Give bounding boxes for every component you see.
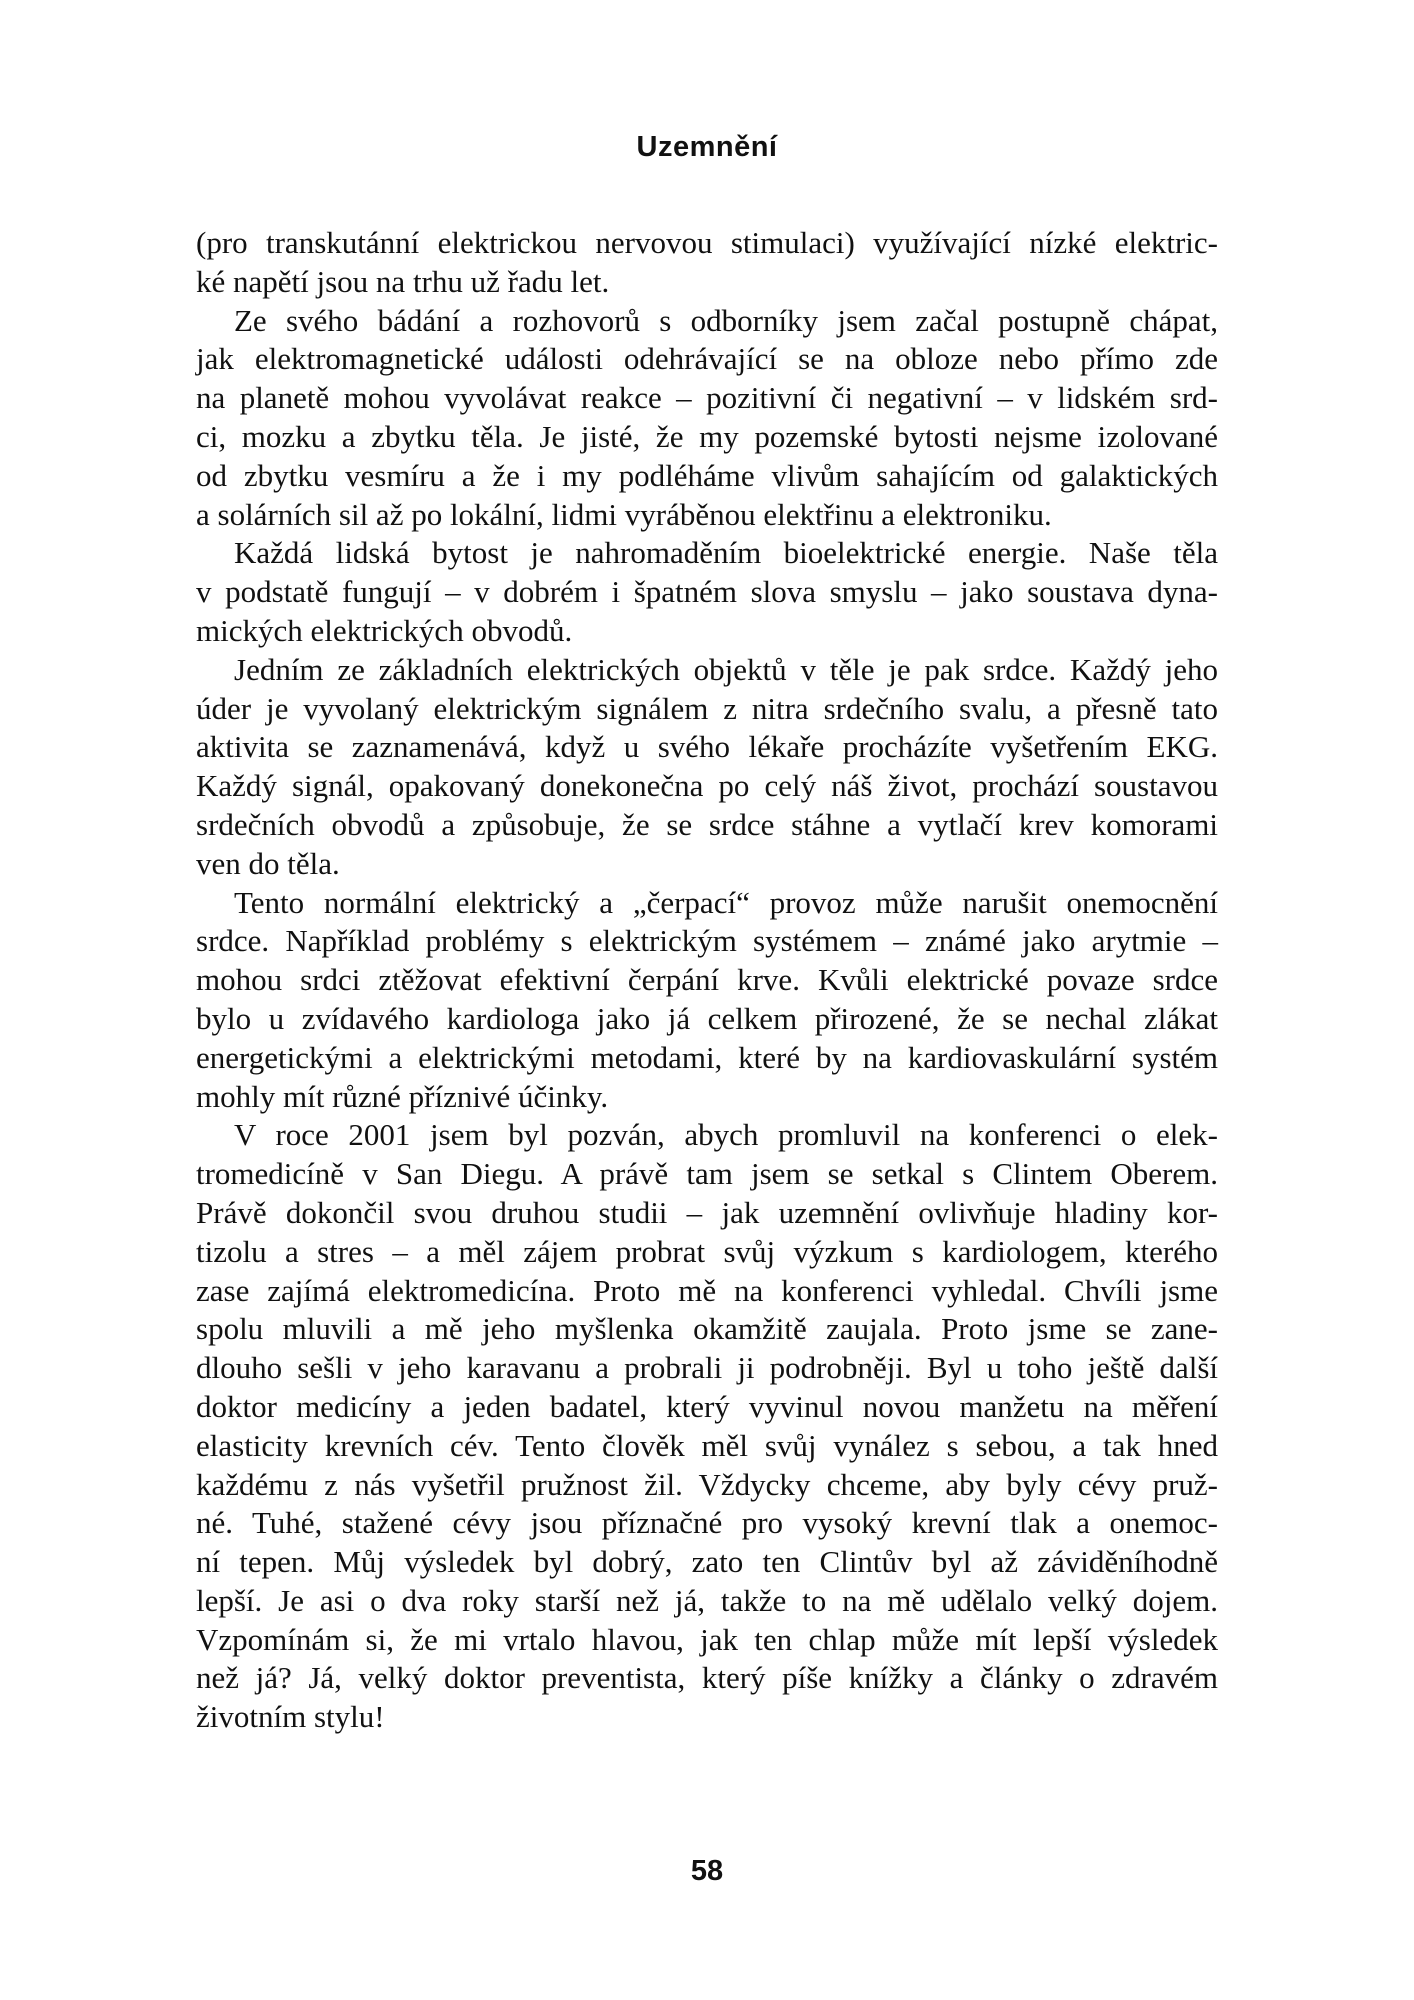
paragraph — [196, 1116, 1218, 1737]
text-line: (pro transkutánní elektrickou nervovou stimulaci) využívající nízké elektric- — [196, 225, 1218, 260]
text-line: Každý signál, opakovaný donekonečna po celý náš život, prochází soustavou — [196, 768, 1218, 804]
text-line: ven do těla. — [196, 845, 340, 881]
text-line: v podstatě fungují – v dobrém i špatném slova smyslu – jako soustava dyna- — [196, 574, 1218, 610]
text-line: ké napětí jsou na trhu už řadu let. — [196, 263, 610, 299]
text-line: každému z nás vyšetřil pružnost žil. Vždycky chceme, aby byly cévy pruž- — [196, 1466, 1218, 1502]
text-line: na planetě mohou vyvolávat reakce – pozitivní či negativní – v lidském srd- — [196, 380, 1218, 416]
text-line: srdečních obvodů a způsobuje, že se srdce stáhne a vytlačí krev komorami — [196, 806, 1218, 842]
text-line: zase zajímá elektromedicína. Proto mě na konferenci vyhledal. Chvíli jsme — [196, 1272, 1218, 1308]
paragraph — [196, 302, 1218, 535]
running-title: Uzemnění — [636, 131, 778, 163]
text-line: elasticity krevních cév. Tento člověk měl svůj vynález s sebou, a tak hned — [196, 1427, 1218, 1463]
text-line: od zbytku vesmíru a že i my podléháme vlivům sahajícím od galaktických — [196, 457, 1218, 493]
text-line: úder je vyvolaný elektrickým signálem z nitra srdečního svalu, a přesně tato — [196, 690, 1218, 726]
text-line: lepší. Je asi o dva roky starší než já, takže to na mě udělalo velký dojem. — [196, 1582, 1218, 1618]
text-line: mohou srdci ztěžovat efektivní čerpání krve. Kvůli elektrické povaze srdce — [196, 962, 1218, 998]
text-line: ní tepen. Můj výsledek byl dobrý, zato ten Clintův byl až záviděníhodně — [196, 1544, 1218, 1580]
text-line: Vzpomínám si, že mi vrtalo hlavou, jak ten chlap může mít lepší výsledek — [196, 1621, 1218, 1657]
text-line: dlouho sešli v jeho karavanu a probrali ji podrobněji. Byl u toho ještě další — [196, 1350, 1218, 1386]
text-line: srdce. Například problémy s elektrickým systémem – známé jako arytmie – — [196, 923, 1218, 959]
paragraph — [196, 651, 1218, 884]
text-line: Ze svého bádání a rozhovorů s odborníky jsem začal postupně chápat, — [234, 302, 1218, 338]
paragraph — [196, 224, 1218, 302]
text-line: bylo u zvídavého kardiologa jako já celkem přirozené, že se nechal zlákat — [196, 1000, 1218, 1036]
text-line: Právě dokončil svou druhou studii – jak uzemnění ovlivňuje hladiny kor- — [196, 1194, 1218, 1230]
text-line: spolu mluvili a mě jeho myšlenka okamžitě zaujala. Proto jsme se zane- — [196, 1311, 1218, 1347]
text-line: tizolu a stres – a měl zájem probrat svůj výzkum s kardiologem, kterého — [196, 1233, 1218, 1269]
text-line: energetickými a elektrickými metodami, které by na kardiovaskulární systém — [196, 1039, 1218, 1075]
body-text — [196, 224, 1218, 1737]
text-line: V roce 2001 jsem byl pozván, abych promluvil na konferenci o elek- — [234, 1117, 1218, 1153]
text-line: mických elektrických obvodů. — [196, 612, 573, 648]
text-line: životním stylu! — [196, 1699, 385, 1735]
text-line: doktor medicíny a jeden badatel, který vyvinul novou manžetu na měření — [196, 1388, 1218, 1424]
page-number: 58 — [690, 1855, 724, 1887]
paragraph — [196, 884, 1218, 1117]
text-line: a solárních sil až po lokální, lidmi vyráběnou elektřinu a elektroniku. — [196, 496, 1052, 532]
text-line: než já? Já, velký doktor preventista, který píše knížky a články o zdravém — [196, 1660, 1218, 1696]
text-line: Jedním ze základních elektrických objektů v těle je pak srdce. Každý jeho — [234, 651, 1218, 687]
text-line: Tento normální elektrický a „čerpací“ provoz může narušit onemocnění — [234, 884, 1218, 920]
text-line: jak elektromagnetické události odehrávající se na obloze nebo přímo zde — [196, 341, 1218, 377]
text-line: mohly mít různé příznivé účinky. — [196, 1078, 609, 1114]
text-line: Každá lidská bytost je nahromaděním bioelektrické energie. Naše těla — [234, 535, 1218, 571]
paragraph — [196, 534, 1218, 650]
text-line: ci, mozku a zbytku těla. Je jisté, že my pozemské bytosti nejsme izolované — [196, 418, 1218, 454]
text-line: né. Tuhé, stažené cévy jsou příznačné pro vysoký krevní tlak a onemoc- — [196, 1505, 1218, 1541]
text-line: tromedicíně v San Diegu. A právě tam jsem se setkal s Clintem Oberem. — [196, 1156, 1218, 1192]
text-line: aktivita se zaznamenává, když u svého lékaře procházíte vyšetřením EKG. — [196, 729, 1218, 765]
